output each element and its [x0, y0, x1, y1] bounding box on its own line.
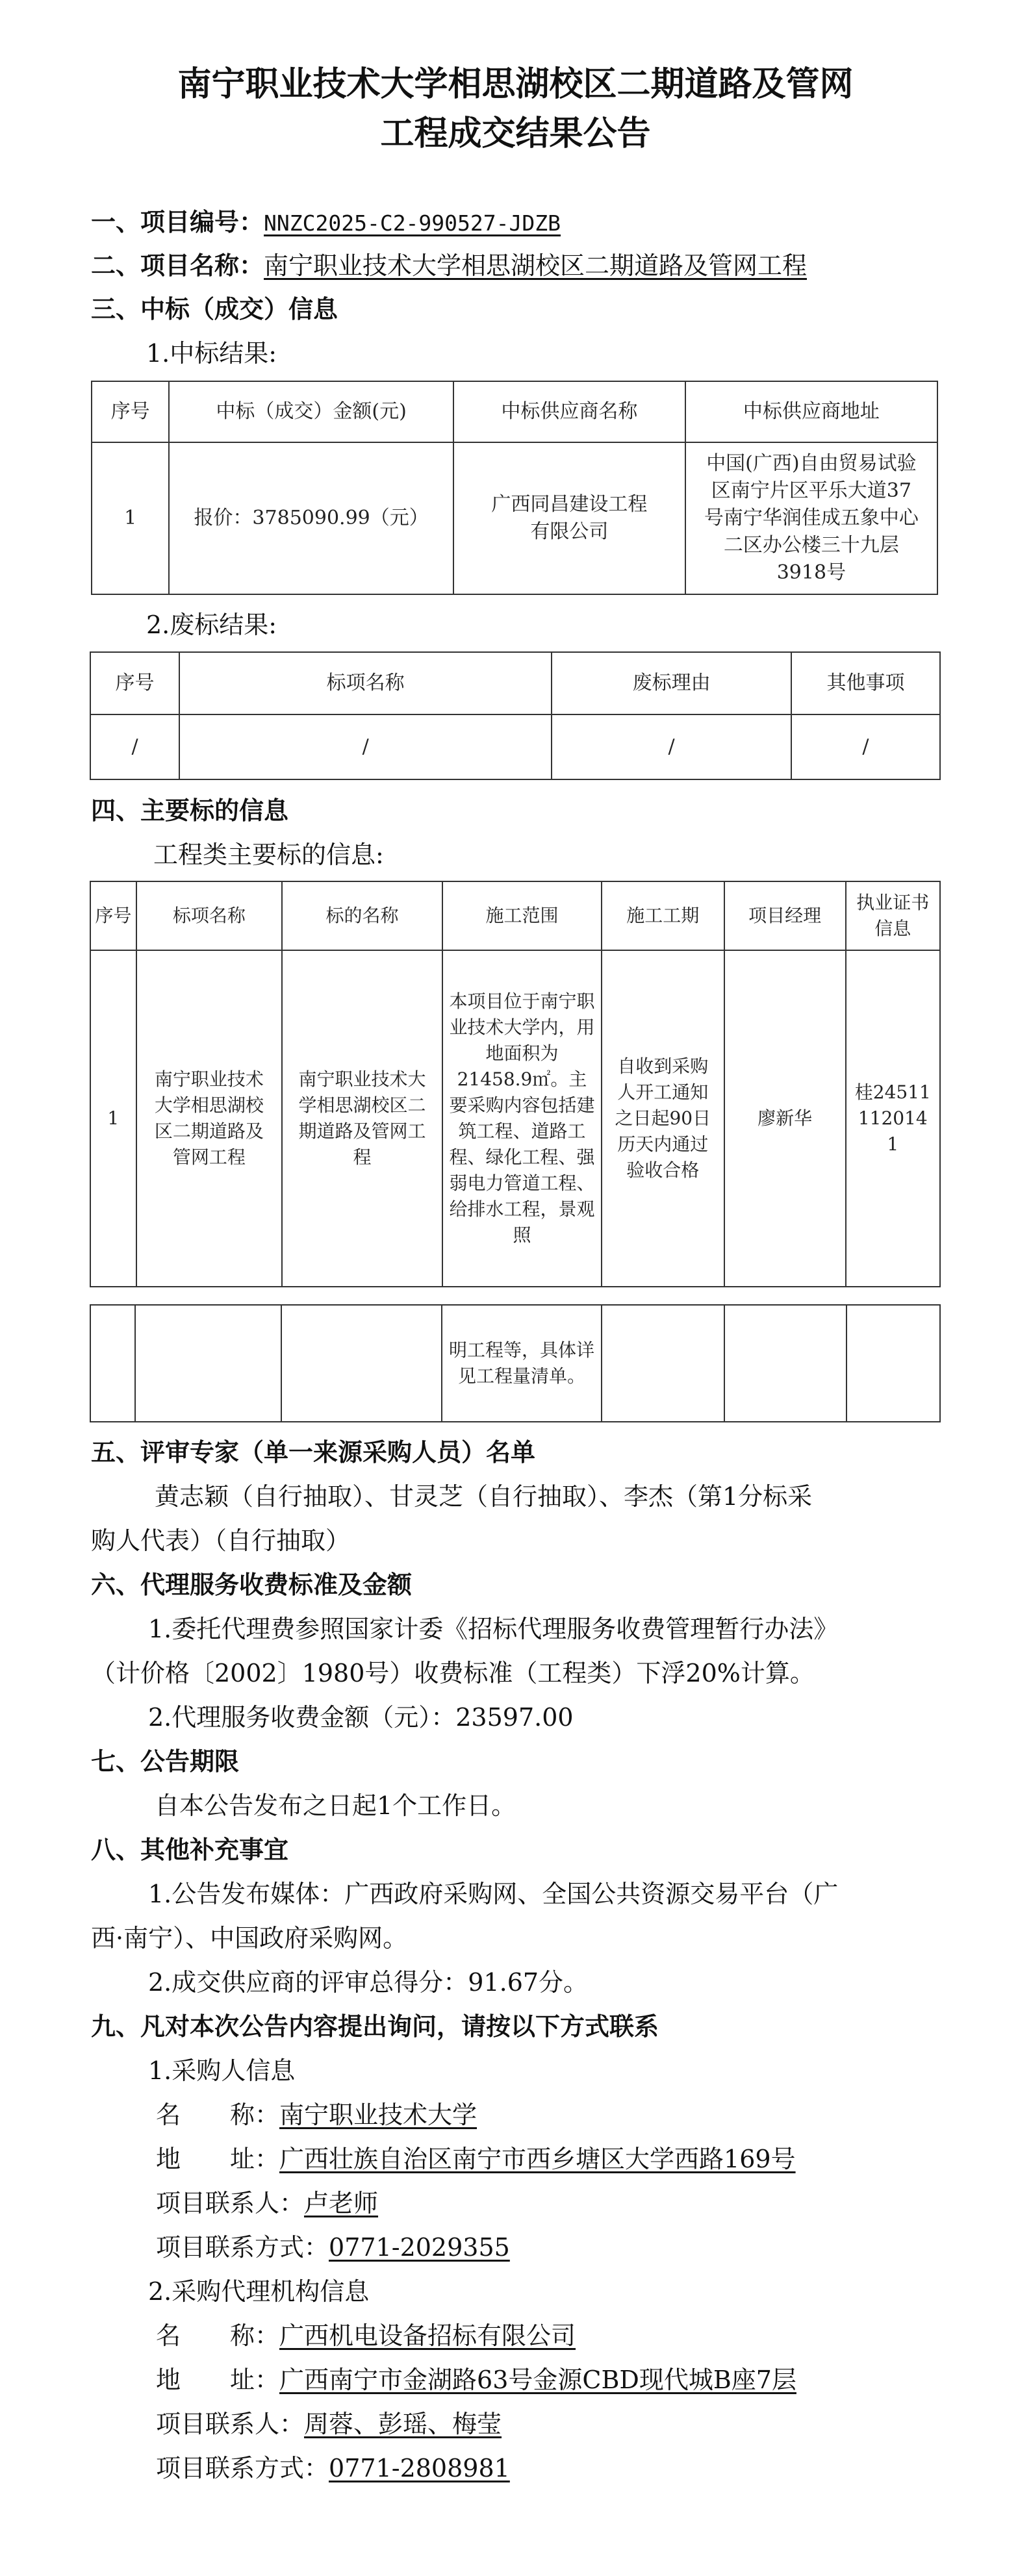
table-cell: [846, 1305, 940, 1422]
field-label: 名 称：: [156, 2101, 280, 2129]
section-period-heading: 七、公告期限: [91, 1747, 240, 1776]
experts-line2: 购人代表）（自行抽取）: [91, 1526, 351, 1555]
section-project-number: [91, 205, 561, 240]
other-line3: 2.成交供应商的评审总得分：91.67分。: [148, 1968, 589, 1997]
table-header: 施工工期: [602, 881, 724, 950]
field-label: 名 称：: [156, 2321, 280, 2350]
field-label: 项目联系方式：: [156, 2454, 329, 2482]
table-header: 废标理由: [552, 652, 791, 714]
award-table: [91, 381, 938, 595]
table-header: 序号: [92, 381, 169, 442]
table-header: 中标供应商地址: [685, 381, 937, 442]
table-cell: [281, 1305, 442, 1422]
reject-result-label: 2.废标结果:: [146, 611, 277, 639]
table-cell: [724, 1305, 846, 1422]
purchaser-phone: 0771-2029355: [329, 2233, 510, 2262]
table-cell: [135, 1305, 281, 1422]
award-result-label: 1.中标结果:: [146, 339, 277, 368]
table-cell: 报价：3785090.99（元）: [169, 442, 453, 594]
project-name: 南宁职业技术大学相思湖校区二期道路及管网工程: [264, 251, 808, 280]
table-header: 中标（成交）金额(元): [169, 381, 453, 442]
agency-phone-row: [156, 2451, 510, 2485]
purchaser-contact-row: [156, 2186, 378, 2220]
fee-line1: 1.委托代理费参照国家计委《招标代理服务收费管理暂行办法》: [148, 1615, 839, 1643]
field-label: 项目联系人：: [156, 2189, 305, 2217]
other-line2: 西·南宁）、中国政府采购网。: [91, 1924, 408, 1952]
table-cell: 中国(广西)自由贸易试验区南宁片区平乐大道37号南宁华润佳成五象中心二区办公楼三十九层3918号: [685, 442, 937, 594]
section-subject-heading: 四、主要标的信息: [91, 796, 289, 825]
agency-address-row: [156, 2363, 796, 2397]
table-cell: 自收到采购人开工通知之日起90日历天内通过验收合格: [602, 950, 724, 1287]
agency-info-title: 2.采购代理机构信息: [148, 2277, 370, 2306]
section-experts-heading: 五、评审专家（单一来源采购人员）名单: [91, 1437, 536, 1467]
section-heading: 一、项目编号：: [91, 207, 264, 236]
agency-contact: 周蓉、彭瑶、梅莹: [304, 2410, 502, 2438]
experts-line1: 黄志颖（自行抽取）、甘灵芝（自行抽取）、李杰（第1分标采: [155, 1482, 813, 1511]
table-cell: 明工程等，具体详见工程量清单。: [442, 1305, 602, 1422]
project-number: NNZC2025-C2-990527-JDZB: [264, 210, 561, 236]
section-other-heading: 八、其他补充事宜: [91, 1835, 289, 1864]
section-project-name: [91, 249, 807, 283]
table-header: 标项名称: [136, 881, 283, 950]
table-cell: 本项目位于南宁职业技术大学内，用地面积为21458.9㎡。主要采购内容包括建筑工程、道路工程、绿化工程、强弱电力管道工程、给排水工程，景观照: [442, 950, 602, 1287]
subject-table: [90, 881, 941, 1287]
table-cell: /: [179, 714, 552, 779]
purchaser-contact: 卢老师: [304, 2189, 379, 2217]
field-label: 地 址：: [156, 2145, 280, 2173]
table-cell: /: [552, 714, 791, 779]
fee-line2: （计价格〔2002〕1980号）收费标准（工程类）下浮20%计算。: [91, 1659, 815, 1687]
page-title-line2: 工程成交结果公告: [380, 114, 651, 153]
section-heading: 二、项目名称：: [91, 251, 264, 280]
fee-amount: 2.代理服务收费金额（元）：23597.00: [148, 1703, 574, 1732]
section-contact-heading: 九、凡对本次公告内容提出询问，请按以下方式联系: [91, 2012, 659, 2041]
period-line: 自本公告发布之日起1个工作日。: [155, 1791, 516, 1820]
field-label: 项目联系方式：: [156, 2233, 329, 2262]
subject-info-label: 工程类主要标的信息:: [153, 840, 384, 869]
table-header: 中标供应商名称: [453, 381, 685, 442]
table-cell: 桂245111120141: [846, 950, 940, 1287]
agency-name: 广西机电设备招标有限公司: [279, 2321, 576, 2350]
purchaser-info-title: 1.采购人信息: [148, 2056, 296, 2085]
table-cell: 1: [92, 442, 169, 594]
agency-phone: 0771-2808981: [329, 2454, 510, 2482]
table-header: 施工范围: [442, 881, 602, 950]
section-award-heading: 三、中标（成交）信息: [91, 294, 338, 323]
purchaser-phone-row: [156, 2230, 510, 2264]
purchaser-name-row: [156, 2098, 477, 2132]
subject-table-continued: [90, 1304, 941, 1422]
table-header: 项目经理: [724, 881, 846, 950]
table-header: 标项名称: [179, 652, 552, 714]
table-cell: 廖新华: [724, 950, 846, 1287]
purchaser-address: 广西壮族自治区南宁市西乡塘区大学西路169号: [279, 2145, 796, 2173]
table-cell: 南宁职业技术大学相思湖校区二期道路及管网工程: [282, 950, 442, 1287]
table-header: 执业证书信息: [846, 881, 940, 950]
purchaser-name: 南宁职业技术大学: [279, 2101, 477, 2129]
field-label: 项目联系人：: [156, 2410, 305, 2438]
table-cell: 广西同昌建设工程有限公司: [453, 442, 685, 594]
table-header: 序号: [90, 652, 179, 714]
agency-name-row: [156, 2319, 576, 2353]
table-cell: [602, 1305, 724, 1422]
table-cell: 南宁职业技术大学相思湖校区二期道路及管网工程: [136, 950, 283, 1287]
field-label: 地 址：: [156, 2366, 280, 2394]
section-fee-heading: 六、代理服务收费标准及金额: [91, 1570, 413, 1599]
reject-table: [90, 651, 941, 780]
table-header: 其他事项: [791, 652, 940, 714]
agency-address: 广西南宁市金湖路63号金源CBD现代城B座7层: [279, 2366, 796, 2394]
other-line1: 1.公告发布媒体：广西政府采购网、全国公共资源交易平台（广: [148, 1880, 839, 1908]
table-cell: /: [90, 714, 179, 779]
agency-contact-row: [156, 2407, 502, 2441]
table-cell: 1: [90, 950, 136, 1287]
table-header: 序号: [90, 881, 136, 950]
table-cell: [90, 1305, 135, 1422]
table-cell: /: [791, 714, 940, 779]
table-header: 标的名称: [282, 881, 442, 950]
page-title-line1: 南宁职业技术大学相思湖校区二期道路及管网: [177, 64, 854, 104]
purchaser-address-row: [156, 2142, 796, 2176]
